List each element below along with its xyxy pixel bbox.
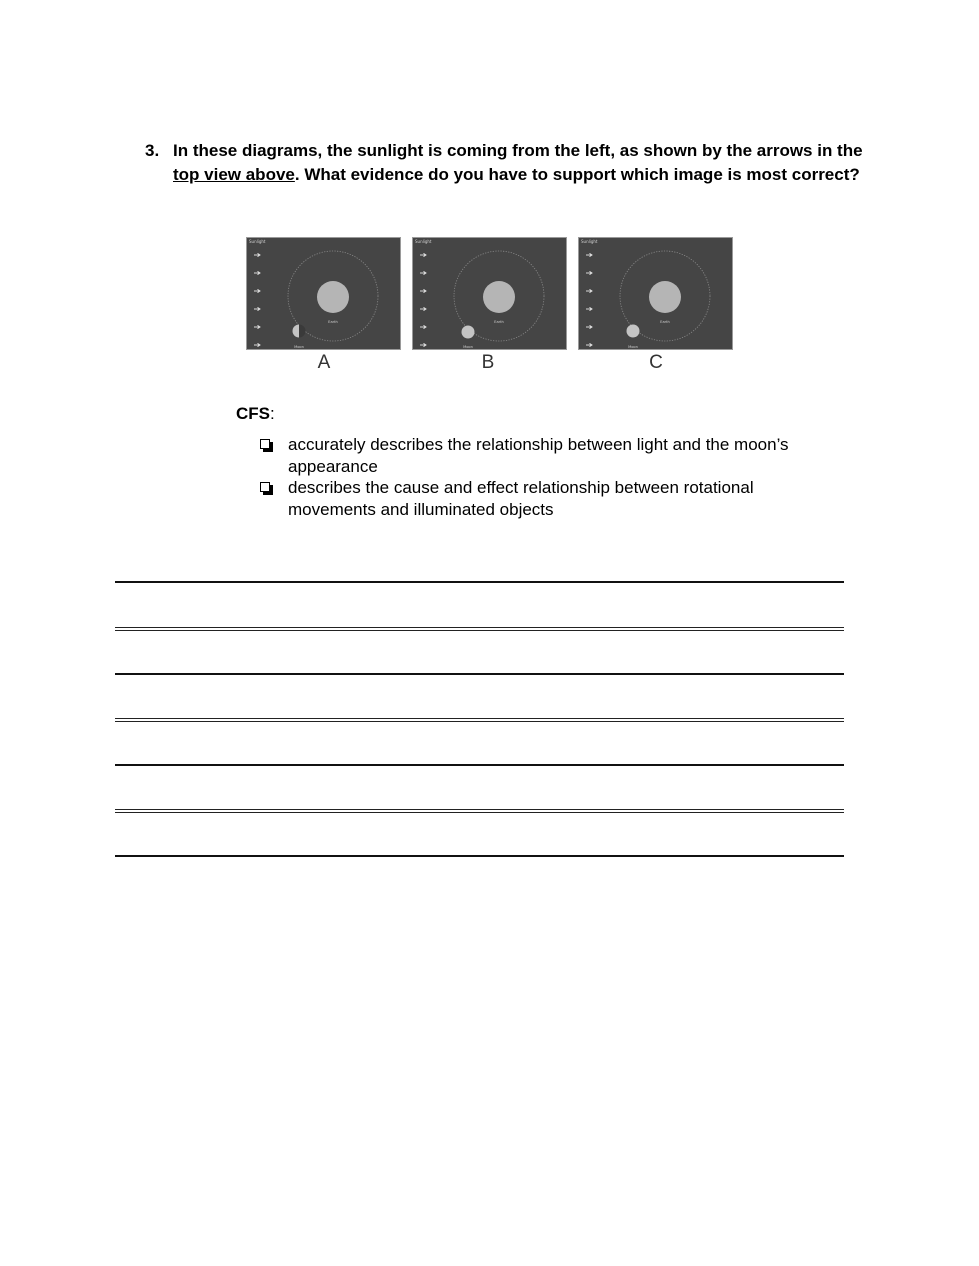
moon-phase-diagram [247, 238, 400, 349]
sunlight-arrow-icon [254, 289, 260, 292]
sunlight-arrow-icon [586, 307, 592, 310]
sunlight-label: Sunlight [249, 239, 266, 244]
sunlight-arrow-icon [254, 307, 260, 310]
diagram-b [412, 237, 567, 350]
earth-circle [483, 281, 515, 313]
answer-line[interactable] [115, 764, 844, 766]
question-text-before: In these diagrams, the sunlight is coming from the left, as shown by the arrows in the [173, 141, 863, 160]
sunlight-arrow-icon [254, 343, 260, 346]
earth-label: Earth [494, 320, 504, 324]
diagram-c-label: C [649, 352, 663, 373]
sunlight-label: Sunlight [581, 239, 598, 244]
moon-circle [627, 325, 640, 338]
diagram-a [246, 237, 401, 350]
earth-circle [317, 281, 349, 313]
question-3 [145, 139, 865, 187]
moon-phase-diagram [579, 238, 732, 349]
moon-lit-half [293, 325, 300, 338]
sunlight-arrow-icon [586, 325, 592, 328]
cfs-title [236, 403, 275, 425]
moon-label: Moon [463, 345, 473, 349]
answer-line[interactable] [115, 855, 844, 857]
answer-line[interactable] [115, 673, 844, 675]
checkbox-icon[interactable] [260, 439, 270, 449]
cfs-item [258, 477, 818, 520]
question-text-after: . What evidence do you have to support which image is most correct? [294, 165, 860, 184]
sunlight-arrow-icon [420, 325, 426, 328]
answer-line[interactable] [115, 718, 844, 722]
cfs-label: CFS [236, 404, 270, 423]
earth-label: Earth [660, 320, 670, 324]
sunlight-arrow-icon [254, 253, 260, 256]
sunlight-arrow-icon [586, 343, 592, 346]
earth-label: Earth [328, 320, 338, 324]
sunlight-arrow-icon [420, 289, 426, 292]
answer-line[interactable] [115, 627, 844, 631]
diagram-c [578, 237, 733, 350]
sunlight-arrow-icon [420, 253, 426, 256]
earth-circle [649, 281, 681, 313]
answer-line[interactable] [115, 809, 844, 813]
sunlight-arrow-icon [420, 307, 426, 310]
diagram-b-label: B [481, 352, 495, 373]
diagram-a-label: A [317, 352, 331, 373]
question-text [173, 139, 865, 187]
moon-circle [462, 326, 475, 339]
cfs-item-text: describes the cause and effect relationship between rotational movements and illuminated objects [288, 478, 754, 519]
cfs-checklist [258, 434, 818, 520]
moon-label: Moon [628, 345, 638, 349]
sunlight-arrow-icon [254, 325, 260, 328]
sunlight-arrow-icon [586, 271, 592, 274]
question-number: 3. [145, 141, 160, 160]
sunlight-label: Sunlight [415, 239, 432, 244]
cfs-item-text: accurately describes the relationship between light and the moon’s appearance [288, 435, 789, 476]
sunlight-arrow-icon [254, 271, 260, 274]
cfs-item [258, 434, 818, 477]
sunlight-arrow-icon [586, 253, 592, 256]
sunlight-arrow-icon [586, 289, 592, 292]
checkbox-icon[interactable] [260, 482, 270, 492]
cfs-colon: : [270, 404, 275, 423]
sunlight-arrow-icon [420, 343, 426, 346]
moon-phase-diagram [413, 238, 566, 349]
answer-line[interactable] [115, 581, 844, 583]
moon-label: Moon [294, 345, 304, 349]
top-view-above-link: top view above [173, 165, 295, 184]
sunlight-arrow-icon [420, 271, 426, 274]
